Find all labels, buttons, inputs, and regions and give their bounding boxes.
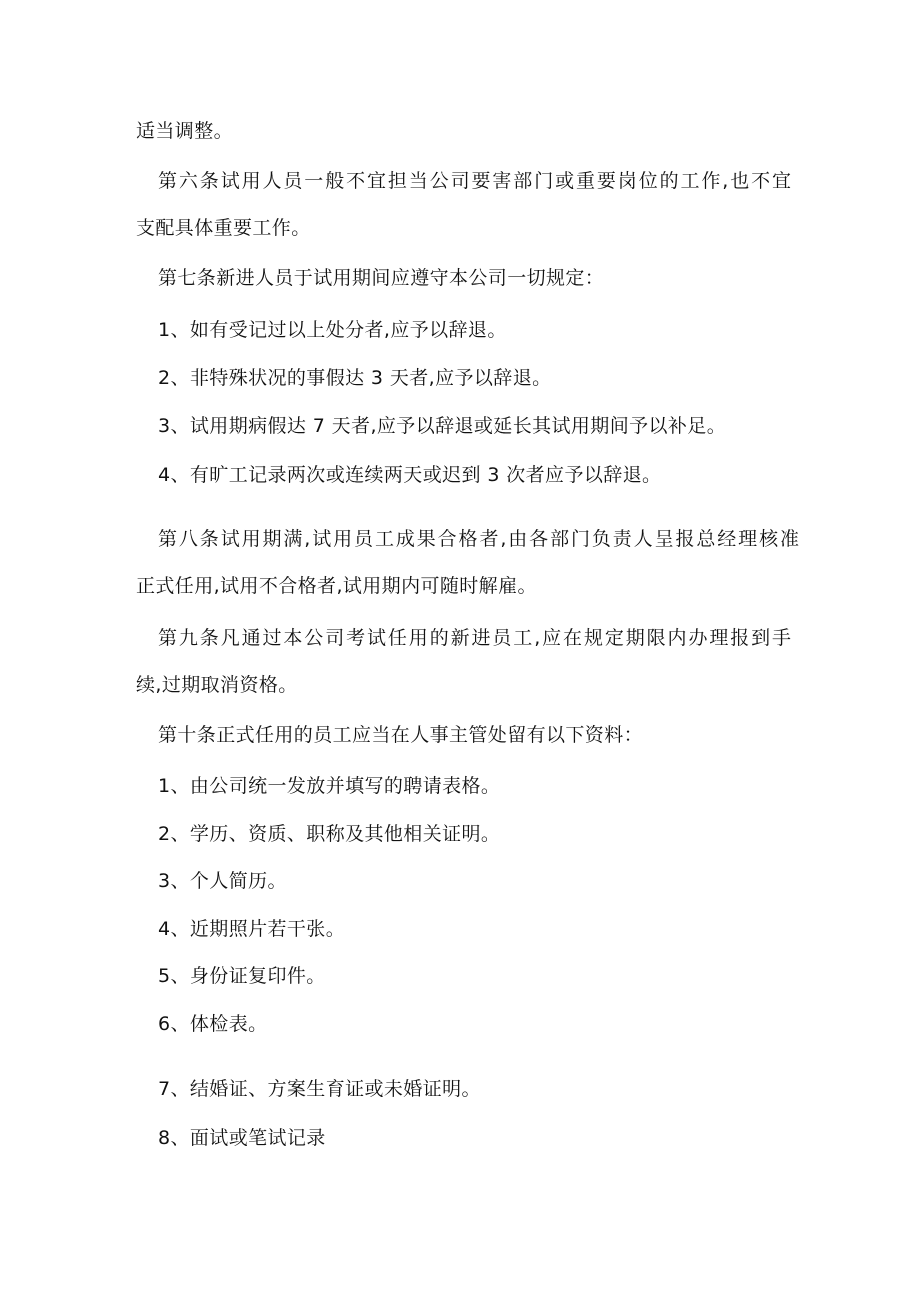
- article-10-item-2: 2、学历、资质、职称及其他相关证明。: [158, 823, 501, 845]
- article-10-item-8: 8、面试或笔试记录: [158, 1127, 326, 1149]
- article-10-item-7: 7、结婚证、方案生育证或未婚证明。: [158, 1078, 481, 1100]
- article-10-item-6: 6、体检表。: [158, 1013, 268, 1035]
- article-10-item-5: 5、身份证复印件。: [158, 965, 326, 987]
- article-10-item-4: 4、近期照片若干张。: [158, 918, 346, 940]
- article-7-item-1: 1、如有受记过以上处分者,应予以辞退。: [158, 319, 507, 341]
- article-10-item-1: 1、由公司统一发放并填写的聘请表格。: [158, 775, 501, 797]
- article-6-line-1: 第六条试用人员一般不宜担当公司要害部门或重要岗位的工作,也不宜: [158, 170, 793, 192]
- article-6-line-2: 支配具体重要工作。: [136, 217, 311, 239]
- article-7-heading: 第七条新进人员于试用期间应遵守本公司一切规定：: [158, 267, 605, 289]
- article-9-line-1: 第九条凡通过本公司考试任用的新进员工,应在规定期限内办理报到手: [158, 627, 793, 649]
- article-7-item-4: 4、有旷工记录两次或连续两天或迟到 3 次者应予以辞退。: [158, 464, 662, 486]
- article-10-item-3: 3、个人简历。: [158, 870, 287, 892]
- article-7-item-2: 2、非特殊状况的事假达 3 天者,应予以辞退。: [158, 367, 552, 389]
- article-10-heading: 第十条正式任用的员工应当在人事主管处留有以下资料：: [158, 724, 644, 746]
- article-8-line-2: 正式任用,试用不合格者,试用期内可随时解雇。: [136, 575, 537, 597]
- text-line-continuation: 适当调整。: [136, 120, 234, 142]
- article-9-line-2: 续,过期取消资格。: [136, 674, 298, 696]
- article-8-line-1: 第八条试用期满,试用员工成果合格者,由各部门负责人呈报总经理核准: [158, 528, 801, 550]
- article-7-item-3: 3、试用期病假达 7 天者,应予以辞退或延长其试用期间予以补足。: [158, 415, 727, 437]
